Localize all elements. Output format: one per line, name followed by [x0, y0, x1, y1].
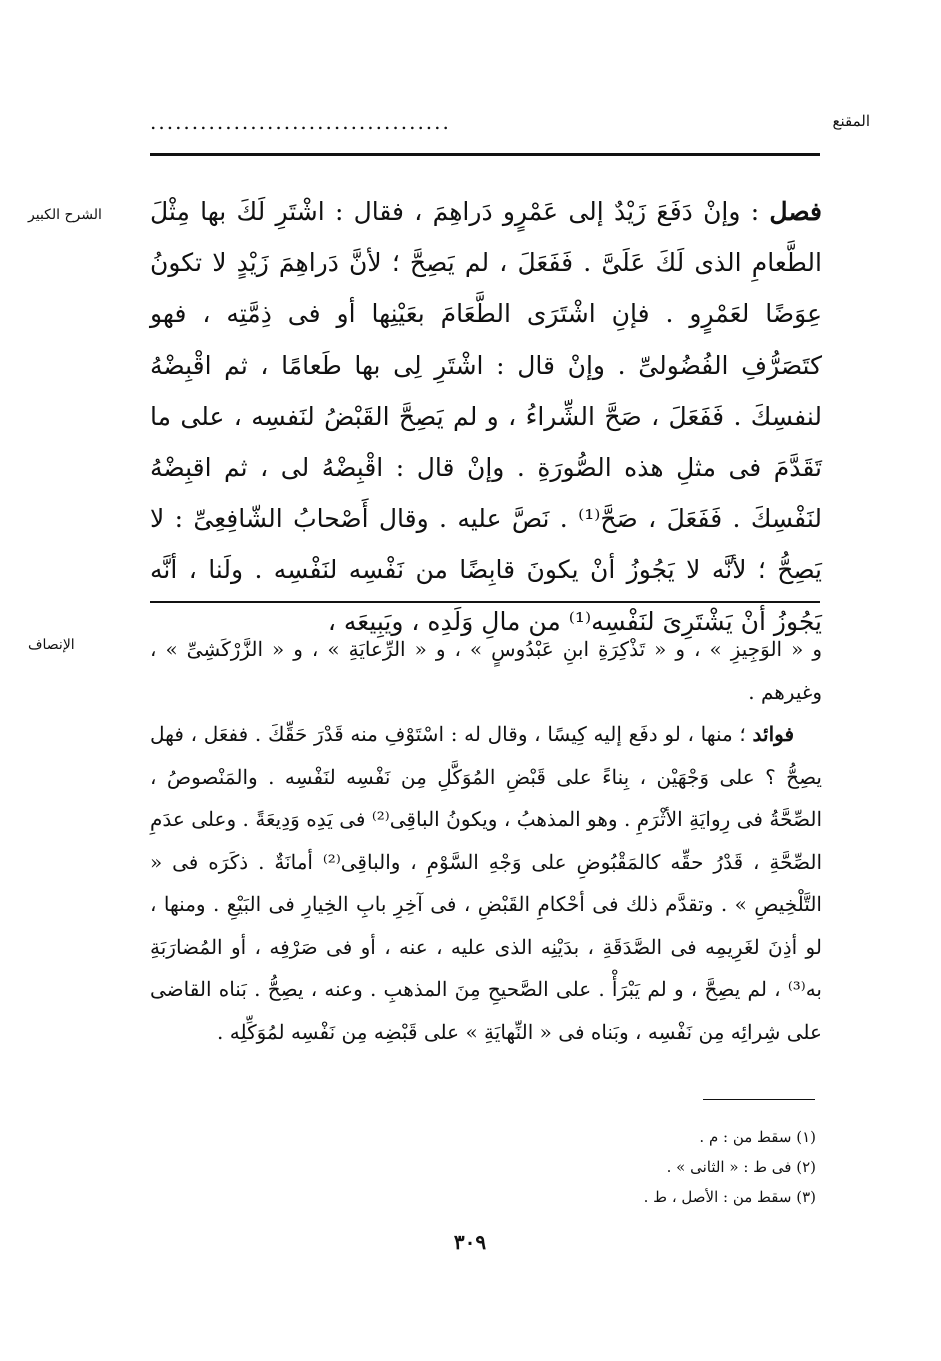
- insaf-body: ؛ منها ، لو دفَع إليه كِيسًا ، وقال له : اسْتَوْفِ منه قَدْرَ حَقِّكَ . ففعَل ، فهل يصِحُّ ؟ على وَجْهَيْن ، بِناءً على قَبْضِ المُوَكَّلِ مِن نَفْسِه لنَفْسِه . والمَنْصوصُ ، الصِّحَّةُ فى رِوايَةِ الأثْرَمِ . وهو المذهبُ ، ويكونُ الباقِى⁽²⁾ فى يَدِه وَدِيعَةً . وعلى عدَمِ الصِّحَّةِ ، قَدْرُ حقِّه كالمَقْبُوضِ على وَجْهِ السَّوْمِ ، والباقِى⁽²⁾ أمانَةٌ . ذكَرَه فى « التَّلْخِيصِ » . وتقدَّم ذلك فى أحْكامِ القَبْضِ ، فى آخِرِ بابِ الخِيارِ فى البَيْعِ . ومنها ، لو أذِنَ لغَرِيمِه فى الصَّدَقَةِ ، بدَيْنِه الذى عليه ، عنه ، أو فى صَرْفِه ، أو المُضارَبَةِ به⁽³⁾ ، لم يصِحَّ ، و لم يَبْرَأْ . على الصَّحيحِ مِنَ المذهبِ . وعنه ، يصِحُّ . بَناه القاضى على شِرائِه مِن نَفْسِه ، وبَناه فى « النِّهايَةِ » على قَبْضِه مِن نَفْسِه لمُوَكِّلِه .: [150, 722, 822, 1044]
- sharh-text-block: [150, 186, 822, 647]
- footnote-item: (١) سقط من : م .: [699, 1128, 816, 1146]
- header-title: المقنع: [832, 112, 870, 130]
- footnote-item: (٣) سقط من : الأصل ، ط .: [643, 1188, 816, 1206]
- sharh-keyword: فصل: [769, 197, 822, 226]
- footnote-rule: [703, 1099, 815, 1100]
- running-header: [150, 110, 870, 140]
- header-dot-leader: ....................................: [150, 110, 451, 134]
- footnotes: [400, 1122, 816, 1212]
- header-rule: [150, 153, 820, 156]
- side-label-sharh: الشرح الكبير: [28, 207, 102, 223]
- section-separator: [150, 601, 820, 603]
- insaf-paragraph-1: و « الوَجِيزِ » ، و « تَذْكِرَةِ ابنِ عَبْدُوسٍ » ، و « الرِّعايَةِ » ، و « الزَّرْكَشِىِّ » ، وغيرهم .: [150, 637, 822, 704]
- insaf-keyword: فوائد: [752, 722, 795, 746]
- page-number: ٣٠٩: [453, 1230, 487, 1254]
- sharh-body: : وإنْ دَفَعَ زَيْدٌ إلى عَمْرٍو دَراهِمَ ، فقال : اشْتَرِ لَكَ بها مِثْلَ الطَّعامِ الذى لَكَ عَلَىَّ . فَفَعَلَ ، لم يَصِحَّ ؛ لأنَّ دَراهِمَ زَيْدٍ لا تكونُ عِوَضًا لعَمْرٍو . فإنِ اشْتَرَى الطَّعَامَ بعَيْنِها أو فى ذِمَّتِه ، فهو كتَصَرُّفِ الفُضُولىِّ . وإنْ قال : اشْتَرِ لِى بها طَعامًا ، ثم اقْبِضْهُ لنفسِكَ . فَفَعَلَ ، صَحَّ الشِّراءُ ، و لم يَصِحَّ القَبْضُ لنَفسِه ، على ما تَقَدَّمَ فى مثلِ هذه الصُّورَةِ . وإنْ قال : اقْبِضْهُ لى ، ثم اقبِضْهُ لنَفْسِكَ . فَفَعَلَ ، صَحَّ⁽¹⁾ . نَصَّ عليه . وقال أَصْحابُ الشّافِعِىِّ : لا يَصِحُّ ؛ لأنَّه لا يَجُوزُ أنْ يكونَ قابِضًا من نَفْسِه لنَفْسِه . ولَنا ، أنَّه يَجُوزُ أنْ يَشْتَرِىَ لنَفْسِه⁽¹⁾ من مالِ وَلَدِه ، ويَبِيعَه ،: [150, 197, 822, 636]
- sharh-paragraph: [150, 186, 822, 647]
- footnote-item: (٢) فى ط : « الثانى » .: [666, 1158, 816, 1176]
- insaf-paragraph-2: [150, 713, 822, 1053]
- insaf-text-block: [150, 628, 822, 1053]
- side-label-insaf: الإنصاف: [28, 637, 75, 653]
